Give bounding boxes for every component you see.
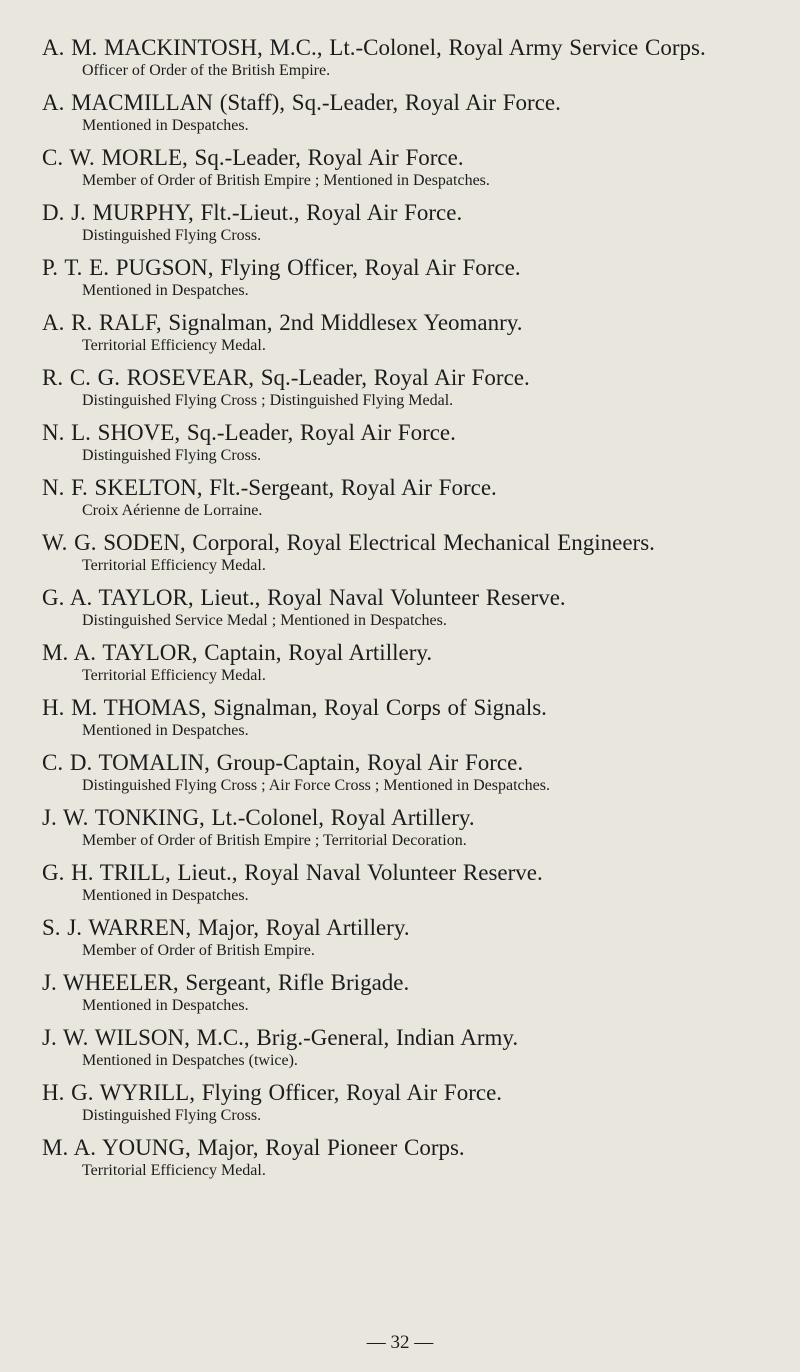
list-item (42, 749, 760, 795)
entry-name: G. H. TRILL, Lieut., Royal Naval Volunteer Reserve. (42, 860, 543, 885)
list-item (42, 419, 760, 465)
list-item (42, 584, 760, 630)
entry-honours: Distinguished Service Medal ; Mentioned in Despatches. (82, 612, 447, 629)
list-item (42, 859, 760, 905)
entry-honours: Distinguished Flying Cross. (82, 227, 262, 244)
entry-name: P. T. E. PUGSON, Flying Officer, Royal Air Force. (42, 255, 521, 280)
entry-name: J. WHEELER, Sergeant, Rifle Brigade. (42, 970, 410, 995)
entry-name: N. L. SHOVE, Sq.-Leader, Royal Air Force. (42, 420, 456, 445)
list-item (42, 1134, 760, 1180)
entry-name: D. J. MURPHY, Flt.-Lieut., Royal Air Force. (42, 200, 463, 225)
entry-name: C. W. MORLE, Sq.-Leader, Royal Air Force. (42, 145, 464, 170)
list-item (42, 144, 760, 190)
list-item (42, 694, 760, 740)
list-item (42, 34, 760, 80)
entry-honours: Distinguished Flying Cross ; Distinguished Flying Medal. (82, 392, 454, 409)
entry-name: J. W. WILSON, M.C., Brig.-General, Indian Army. (42, 1025, 519, 1050)
entry-honours: Territorial Efficiency Medal. (82, 557, 266, 574)
list-item (42, 1079, 760, 1125)
entry-name: H. G. WYRILL, Flying Officer, Royal Air Force. (42, 1080, 503, 1105)
entry-honours: Member of Order of British Empire. (82, 942, 315, 959)
entry-honours: Territorial Efficiency Medal. (82, 667, 266, 684)
list-item (42, 1024, 760, 1070)
entry-honours: Member of Order of British Empire ; Territorial Decoration. (82, 832, 467, 849)
roll-of-honour-list (42, 34, 760, 1189)
list-item (42, 529, 760, 575)
entry-honours: Mentioned in Despatches. (82, 887, 249, 904)
entry-name: J. W. TONKING, Lt.-Colonel, Royal Artillery. (42, 805, 475, 830)
entry-honours: Mentioned in Despatches (twice). (82, 1052, 298, 1069)
list-item (42, 309, 760, 355)
entry-honours: Mentioned in Despatches. (82, 117, 249, 134)
entry-name: G. A. TAYLOR, Lieut., Royal Naval Volunteer Reserve. (42, 585, 566, 610)
list-item (42, 254, 760, 300)
entry-name: S. J. WARREN, Major, Royal Artillery. (42, 915, 410, 940)
entry-honours: Mentioned in Despatches. (82, 997, 249, 1014)
entry-honours: Member of Order of British Empire ; Mentioned in Despatches. (82, 172, 490, 189)
entry-name: H. M. THOMAS, Signalman, Royal Corps of Signals. (42, 695, 547, 720)
entry-name: A. R. RALF, Signalman, 2nd Middlesex Yeomanry. (42, 310, 523, 335)
page-number: — 32 — (366, 1332, 434, 1353)
entry-honours: Mentioned in Despatches. (82, 722, 249, 739)
entry-honours: Distinguished Flying Cross ; Air Force Cross ; Mentioned in Despatches. (82, 777, 550, 794)
entry-honours: Distinguished Flying Cross. (82, 447, 262, 464)
list-item (42, 914, 760, 960)
entry-name: R. C. G. ROSEVEAR, Sq.-Leader, Royal Air Force. (42, 365, 530, 390)
entry-name: M. A. YOUNG, Major, Royal Pioneer Corps. (42, 1135, 465, 1160)
entry-name: M. A. TAYLOR, Captain, Royal Artillery. (42, 640, 433, 665)
entry-name: N. F. SKELTON, Flt.-Sergeant, Royal Air Force. (42, 475, 497, 500)
entry-honours: Croix Aérienne de Lorraine. (82, 502, 263, 519)
entry-honours: Mentioned in Despatches. (82, 282, 249, 299)
list-item (42, 969, 760, 1015)
list-item (42, 639, 760, 685)
entry-honours: Distinguished Flying Cross. (82, 1107, 262, 1124)
entry-name: W. G. SODEN, Corporal, Royal Electrical Mechanical Engineers. (42, 530, 655, 555)
list-item (42, 364, 760, 410)
list-item (42, 199, 760, 245)
list-item (42, 804, 760, 850)
entry-honours: Officer of Order of the British Empire. (82, 62, 331, 79)
list-item (42, 89, 760, 135)
entry-honours: Territorial Efficiency Medal. (82, 337, 266, 354)
entry-name: A. MACMILLAN (Staff), Sq.-Leader, Royal Air Force. (42, 90, 561, 115)
list-item (42, 474, 760, 520)
entry-honours: Territorial Efficiency Medal. (82, 1162, 266, 1179)
entry-name: A. M. MACKINTOSH, M.C., Lt.-Colonel, Royal Army Service Corps. (42, 35, 706, 60)
entry-name: C. D. TOMALIN, Group-Captain, Royal Air Force. (42, 750, 524, 775)
